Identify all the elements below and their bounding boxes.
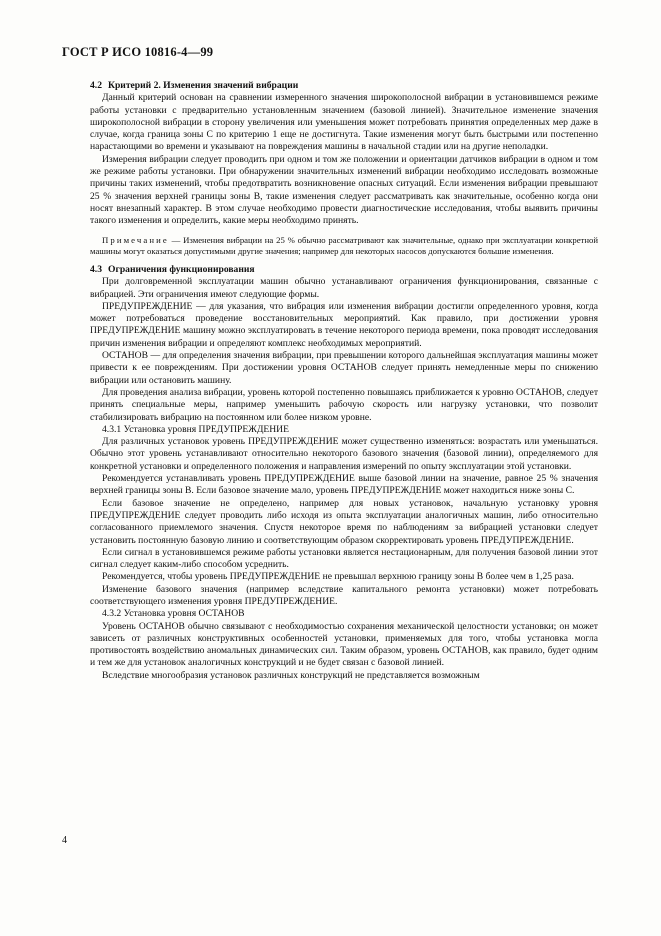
page-content bbox=[90, 80, 598, 682]
paragraph: При долговременной эксплуатации машин обычно устанавливают ограничения функционирования, связанные с вибрацией. Эти ограничения имеют следующие формы. bbox=[90, 276, 598, 300]
paragraph: ПРЕДУПРЕЖДЕНИЕ — для указания, что вибрация или изменения вибрации достигли определенного уровня, когда может потребоваться проведение восстановительных мероприятий. Как правило, при достижении уровня ПРЕДУПРЕЖДЕНИЕ машину можно эксплуатировать в течение некоторого периода времени, пока проводят исследования причин изменения вибрации и определяют комплекс необходимых мероприятий. bbox=[90, 300, 598, 349]
section-number: 4.3 bbox=[90, 263, 102, 275]
paragraph: Изменение базового значения (например вследствие капитального ремонта установки) может потребовать соответствующего изменения уровня ПРЕДУПРЕЖДЕНИЕ. bbox=[90, 583, 598, 607]
paragraph: ОСТАНОВ — для определения значения вибрации, при превышении которого дальнейшая эксплуатация машины может привести к ее повреждениям. При достижении уровня ОСТАНОВ следует принять немедленные меры по снижению вибрации или остановить машину. bbox=[90, 350, 598, 386]
paragraph: Данный критерий основан на сравнении измеренного значения широкополосной вибрации в установившемся режиме работы установки с предварительно установленным значением (базовой линией). Значительное изменение значения широкополосной вибрации в сторону увеличения или уменьшения может потребовать принятия определенных мер даже в случае, когда граница зоны С по критерию 1 еще не достигнута. Такие изменения могут быть быстрыми или постепенно нарастающими во времени и указывают на повреждения машины в начальной стадии или на другие неполадки. bbox=[90, 92, 598, 153]
paragraph: Рекомендуется устанавливать уровень ПРЕДУПРЕЖДЕНИЕ выше базовой линии на значение, равное 25 % значения верхней границы зоны В. Если базовое значение мало, уровень ПРЕДУПРЕЖДЕНИЕ может находиться ниже зоны С. bbox=[90, 473, 598, 497]
section-4-3-heading bbox=[90, 264, 598, 276]
paragraph: Если сигнал в установившемся режиме работы установки является нестационарным, для получения базовой линии этот сигнал следует каким-либо способом усреднить. bbox=[90, 546, 598, 571]
page-number: 4 bbox=[62, 835, 67, 846]
paragraph: Рекомендуется, чтобы уровень ПРЕДУПРЕЖДЕНИЕ не превышал верхнюю границу зоны В более чем в 1,25 раза. bbox=[102, 571, 574, 583]
subsection-4-3-1-heading: 4.3.1 Установка уровня ПРЕДУПРЕЖДЕНИЕ bbox=[102, 423, 289, 435]
subsection-4-3-2-heading: 4.3.2 Установка уровня ОСТАНОВ bbox=[102, 608, 245, 620]
section-4-2-heading bbox=[90, 80, 598, 92]
note-label: Примечание bbox=[102, 234, 169, 245]
paragraph: Для проведения анализа вибрации, уровень которой постепенно повышаясь приближается к уровню ОСТАНОВ, следует принять специальные меры, например уменьшить рабочую скорость или нагрузку установки, что позволит стабилизировать вибрацию на постоянном или более низком уровне. bbox=[90, 386, 599, 423]
paragraph: Уровень ОСТАНОВ обычно связывают с необходимостью сохранения механической целостности установки; он может зависеть от различных конструктивных особенностей установки, применяемых для того, чтобы установка могла противостоять воздействию аномальных динамических сил. Таким образом, уровень ОСТАНОВ, как правило, будет одним и тем же для установок аналогичных конструкций и не будет связан с базовой линией. bbox=[90, 620, 598, 669]
paragraph: Для различных установок уровень ПРЕДУПРЕЖДЕНИЕ может существенно изменяться: возрастать или уменьшаться. Обычно этот уровень устанавливают относительно некоторого базового значения (базовой линии), определяемого для конкретной установки и определенного положения и направления измерений по опыту эксплуатации этой установки. bbox=[90, 436, 598, 472]
section-title: Ограничения функционирования bbox=[108, 263, 255, 275]
paragraph: Измерения вибрации следует проводить при одном и том же положении и ориентации датчиков вибрации в одном и том же режиме работы установки. При обнаружении значительных изменений вибрации необходимо исследовать возможные причины таких изменений, чтобы предотвратить возникновение опасных ситуаций. Если изменения вибрации превышают 25 % значения верхней границы зоны В, такие изменения следует рассматривать как значительные, особенно когда они носят внезапный характер. В этом случае необходимо провести диагностические исследования, чтобы выявить причины такого изменения и определить, какие меры необходимо принять. bbox=[90, 153, 598, 227]
section-number: 4.2 bbox=[90, 80, 102, 91]
paragraph: Если базовое значение не определено, например для новых установок, начальную установку уровня ПРЕДУПРЕЖДЕНИЕ следует проводить либо исходя из опыта эксплуатации аналогичных машин, либо относительно согласованного приемлемого значения. Спустя некоторое время по наблюдениям за вибрацией установки следует установить постоянную базовую линию и соответствующим образом скорректировать уровень ПРЕДУПРЕЖДЕНИЕ. bbox=[90, 497, 598, 546]
note-paragraph bbox=[90, 235, 598, 257]
note-text: — Изменения вибрации на 25 % обычно рассматривают как значительные, однако при эксплуатации конкретной машины могут оказаться допустимыми другие значения; например для некоторых насосов допускаются большие изменения. bbox=[90, 234, 598, 256]
section-title: Критерий 2. Изменения значений вибрации bbox=[108, 80, 299, 91]
document-header: ГОСТ Р ИСО 10816-4—99 bbox=[62, 45, 214, 59]
paragraph: Вследствие многообразия установок различных конструкций не представляется возможным bbox=[102, 669, 480, 681]
